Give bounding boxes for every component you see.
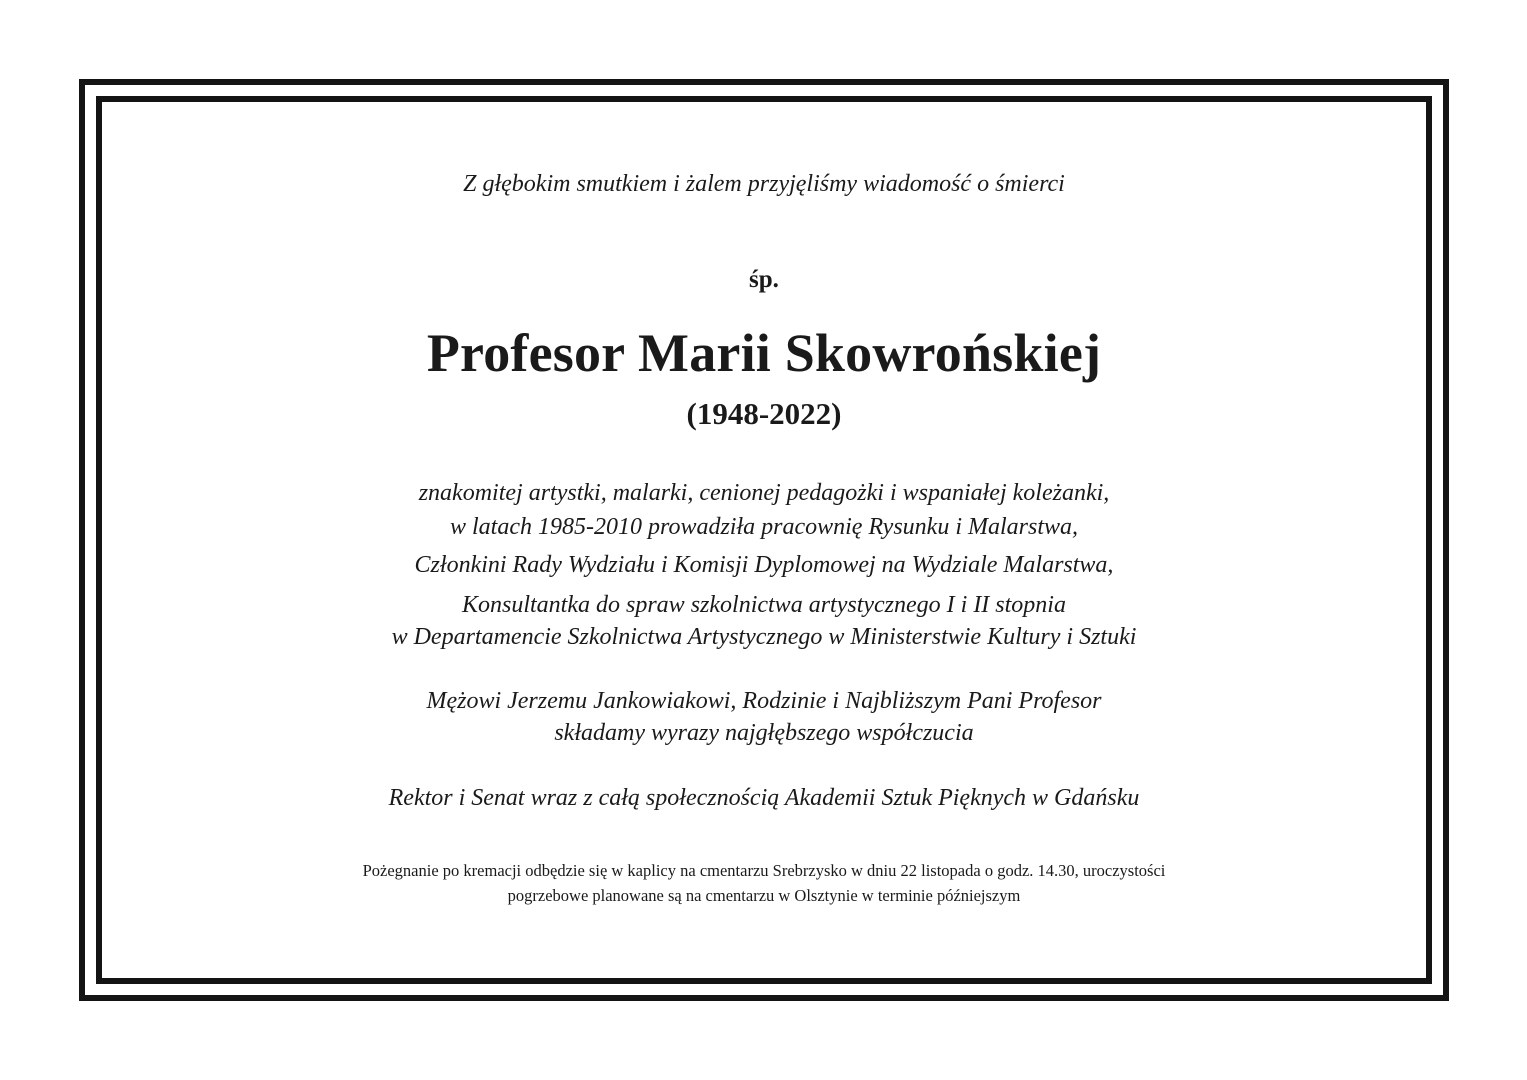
description-line: w latach 1985-2010 prowadziła pracownię Rysunku i Malarstwa, xyxy=(450,514,1078,540)
life-years: (1948-2022) xyxy=(686,396,842,431)
description-line: Członkini Rady Wydziału i Komisji Dyplomowej na Wydziale Malarstwa, xyxy=(414,552,1114,578)
deceased-name: Profesor Marii Skowrońskiej xyxy=(426,323,1102,383)
ceremony-note-line: Pożegnanie po kremacji odbędzie się w kaplicy na cmentarzu Srebrzysko w dniu 22 listopada o godz. 14.30, uroczystości xyxy=(362,861,1166,880)
intro-text: Z głębokim smutkiem i żalem przyjęliśmy wiadomość o śmierci xyxy=(463,171,1065,197)
signature-text: Rektor i Senat wraz z całą społecznością Akademii Sztuk Pięknych w Gdańsku xyxy=(388,785,1140,811)
condolence-line: Mężowi Jerzemu Jankowiakowi, Rodzinie i Najbliższym Pani Profesor xyxy=(426,688,1102,714)
description-line: znakomitej artystki, malarki, cenionej pedagożki i wspaniałej koleżanki, xyxy=(418,480,1110,506)
ceremony-note-line: pogrzebowe planowane są na cmentarzu w Olsztynie w terminie późniejszym xyxy=(507,886,1021,905)
prefix-text: śp. xyxy=(749,266,779,293)
obituary-notice xyxy=(96,96,1432,984)
condolence-line: składamy wyrazy najgłębszego współczucia xyxy=(554,720,974,746)
description-line: Konsultantka do spraw szkolnictwa artystycznego I i II stopnia xyxy=(462,592,1066,618)
description-line: w Departamencie Szkolnictwa Artystycznego w Ministerstwie Kultury i Sztuki xyxy=(391,624,1137,650)
